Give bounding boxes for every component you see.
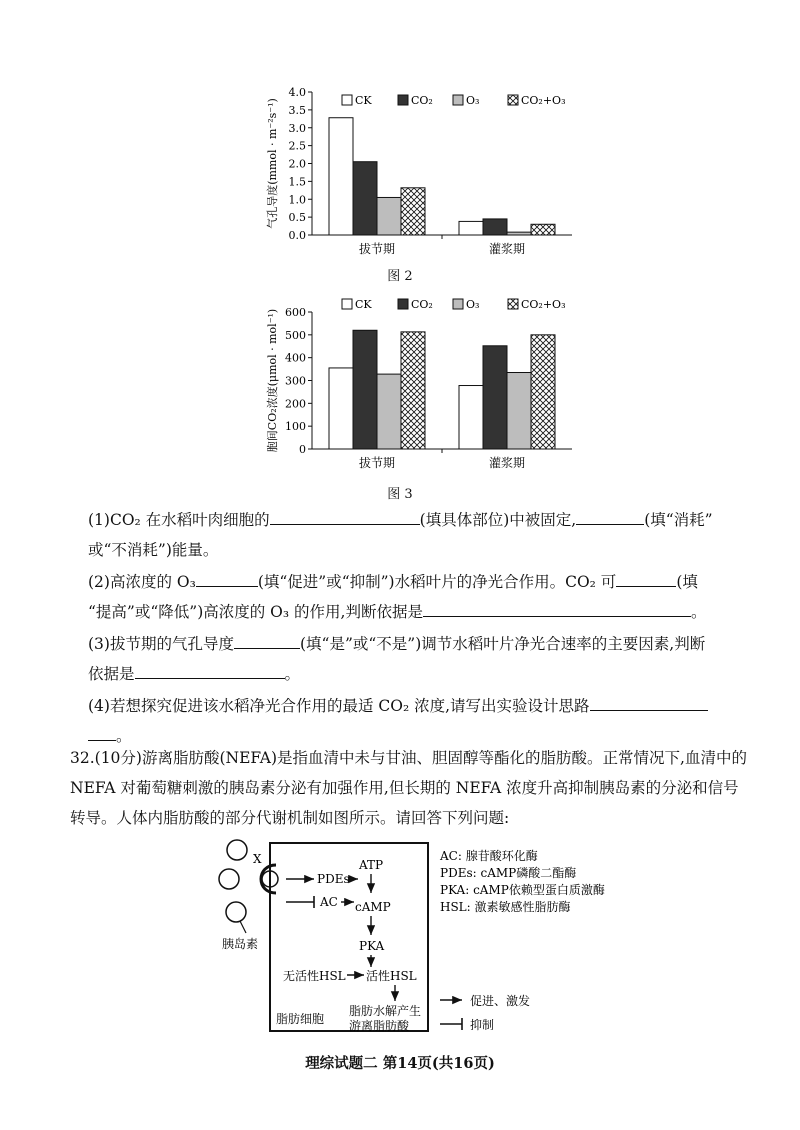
q1-text-a: (1)CO₂ 在水稻叶肉细胞的 [88,511,270,529]
legend-swatch-O₃ [453,299,463,309]
q4-text-b: 。 [116,727,132,745]
bar-CO₂+O₃-灌浆期 [531,335,555,449]
q2-blank-3[interactable] [423,598,691,617]
q4-text-a: (4)若想探究促进该水稻净光合作用的最适 CO₂ 浓度,请写出实验设计思路 [88,697,590,715]
product-line-1: 脂肪水解产生 [349,1004,422,1018]
legend-label: O₃ [466,94,480,107]
bar-CO₂-拔节期 [353,330,377,449]
question-4 [88,691,748,751]
molecule-circle [219,869,239,889]
receptor-shape [261,865,276,893]
q4-blank-1[interactable] [590,692,708,711]
y-tick-label: 1.0 [288,193,306,207]
figure-2-caption: 图 2 [387,269,413,284]
bar-CK-灌浆期 [459,221,483,235]
bar-CO₂-拔节期 [353,162,377,235]
q2-text-e: 。 [690,603,707,621]
bar-O₃-拔节期 [377,197,401,235]
legend-pka: PKA: cAMP依赖型蛋白质激酶 [440,883,605,897]
bar-CO₂-灌浆期 [483,219,507,235]
q3-text-b: (填“是”或“不是”)调节水稻叶片净光合速率的主要因素,判断 [299,635,706,653]
active-hsl-label: 活性HSL [366,969,417,983]
bar-CO₂+O₃-拔节期 [401,188,425,235]
y-tick-label: 0.0 [288,229,306,242]
bar-CO₂+O₃-拔节期 [401,332,425,449]
legend-hsl: HSL: 激素敏感性脂肪酶 [440,900,571,914]
insulin-pointer [240,921,246,933]
key-promote-label: 促进、激发 [470,994,531,1008]
y-tick-label: 0.5 [288,211,306,225]
q1-blank-1[interactable] [270,506,420,525]
x-tick-label: 灌浆期 [488,456,526,470]
question-3 [88,629,748,689]
y-tick-label: 3.0 [288,121,306,135]
y-axis-label: 气孔导度(mmol · m⁻²s⁻¹) [266,98,279,229]
legend-label: CK [355,94,372,107]
figure-3-chart [0,292,800,482]
inactive-hsl-label: 无活性HSL [283,969,346,983]
question-1 [88,505,748,565]
q1-blank-2[interactable] [576,506,644,525]
y-tick-label: 100 [285,420,306,434]
legend-swatch-CO₂ [398,299,408,309]
bar-CK-灌浆期 [459,386,483,449]
camp-label: cAMP [355,900,391,914]
q2-text-a: (2)高浓度的 O₃ [88,573,196,591]
y-tick-label: 2.0 [288,157,306,171]
bar-CO₂+O₃-灌浆期 [531,224,555,235]
pdes-label: PDEs [317,872,350,886]
bar-CK-拔节期 [329,118,353,235]
legend-swatch-CO₂ [398,95,408,105]
legend-label: CO₂+O₃ [521,94,566,107]
bar-CO₂-灌浆期 [483,346,507,449]
q4-blank-2[interactable] [88,722,116,741]
q2-text-d: “提高”或“降低”)高浓度的 O₃ 的作用,判断依据是 [88,603,423,621]
legend-swatch-CK [342,95,352,105]
ac-label: AC [320,895,338,909]
bar-O₃-拔节期 [377,374,401,449]
x-tick-label: 拔节期 [358,456,396,470]
y-tick-label: 4.0 [288,86,306,99]
q1-text-d: 或“不消耗”)能量。 [88,541,219,559]
insulin-circle [226,902,246,922]
bar-O₃-灌浆期 [507,232,531,235]
q2-blank-2[interactable] [616,568,676,587]
q3-text-d: 。 [284,665,301,683]
x-label: X [253,852,262,866]
cell-label: 脂肪细胞 [276,1012,325,1026]
page-footer: 理综试题二 第14页(共16页) [305,1055,495,1072]
legend-swatch-O₃ [453,95,463,105]
pka-label: PKA [359,939,385,953]
legend-label: CO₂ [411,298,433,311]
q3-text-c: 依据是 [88,665,135,683]
legend-swatch-CK [342,299,352,309]
metabolism-diagram [0,835,800,1040]
legend-label: CO₂+O₃ [521,298,566,311]
q2-blank-1[interactable] [196,568,258,587]
x-tick-label: 灌浆期 [488,242,526,256]
question-2 [88,567,748,627]
y-tick-label: 1.5 [288,175,306,189]
bar-O₃-灌浆期 [507,373,531,449]
x-tick-label: 拔节期 [358,242,396,256]
q1-text-b: (填具体部位)中被固定, [419,511,577,529]
y-axis-label: 胞间CO₂浓度(μmol · mol⁻¹) [266,308,279,453]
legend-swatch-CO₂+O₃ [508,95,518,105]
q2-text-b: (填“促进”或“抑制”)水稻叶片的净光合作用。CO₂ 可 [257,573,617,591]
question-32: 32.(10分)游离脂肪酸(NEFA)是指血清中未与甘油、胆固醇等酯化的脂肪酸。正常情况下,血清中的 NEFA 对葡萄糖刺激的胰岛素分泌有加强作用,但长期的 NEFA 浓度升高抑制胰岛素的分泌和信号转导。人体内脂肪酸的部分代谢机制如图所示。请回答下列问题: [70,749,747,827]
q1-text-c: (填“消耗” [644,511,713,529]
q3-blank-2[interactable] [135,660,285,679]
legend-ac: AC: 腺苷酸环化酶 [440,849,538,863]
product-line-2: 游离脂肪酸 [349,1019,410,1033]
bar-CK-拔节期 [329,368,353,449]
y-tick-label: 300 [285,374,306,388]
legend-label: O₃ [466,298,480,311]
key-inhibit-label: 抑制 [470,1018,495,1032]
q2-text-c: (填 [676,573,698,591]
y-tick-label: 500 [285,328,306,342]
legend-swatch-CO₂+O₃ [508,299,518,309]
legend-label: CK [355,298,372,311]
y-tick-label: 600 [285,306,306,319]
figure-2-chart [0,80,800,260]
y-tick-label: 2.5 [288,139,306,153]
insulin-label: 胰岛素 [222,937,259,951]
y-tick-label: 3.5 [288,103,306,117]
y-tick-label: 0 [299,443,306,456]
y-tick-label: 200 [285,397,306,411]
legend-pdes: PDEs: cAMP磷酸二酯酶 [440,866,577,880]
figure-3-caption: 图 3 [387,487,413,502]
legend-label: CO₂ [411,94,433,107]
atp-label: ATP [359,858,384,872]
molecule-circle [227,840,247,860]
q3-text-a: (3)拔节期的气孔导度 [88,635,234,653]
y-tick-label: 400 [285,351,306,365]
q3-blank-1[interactable] [234,630,300,649]
